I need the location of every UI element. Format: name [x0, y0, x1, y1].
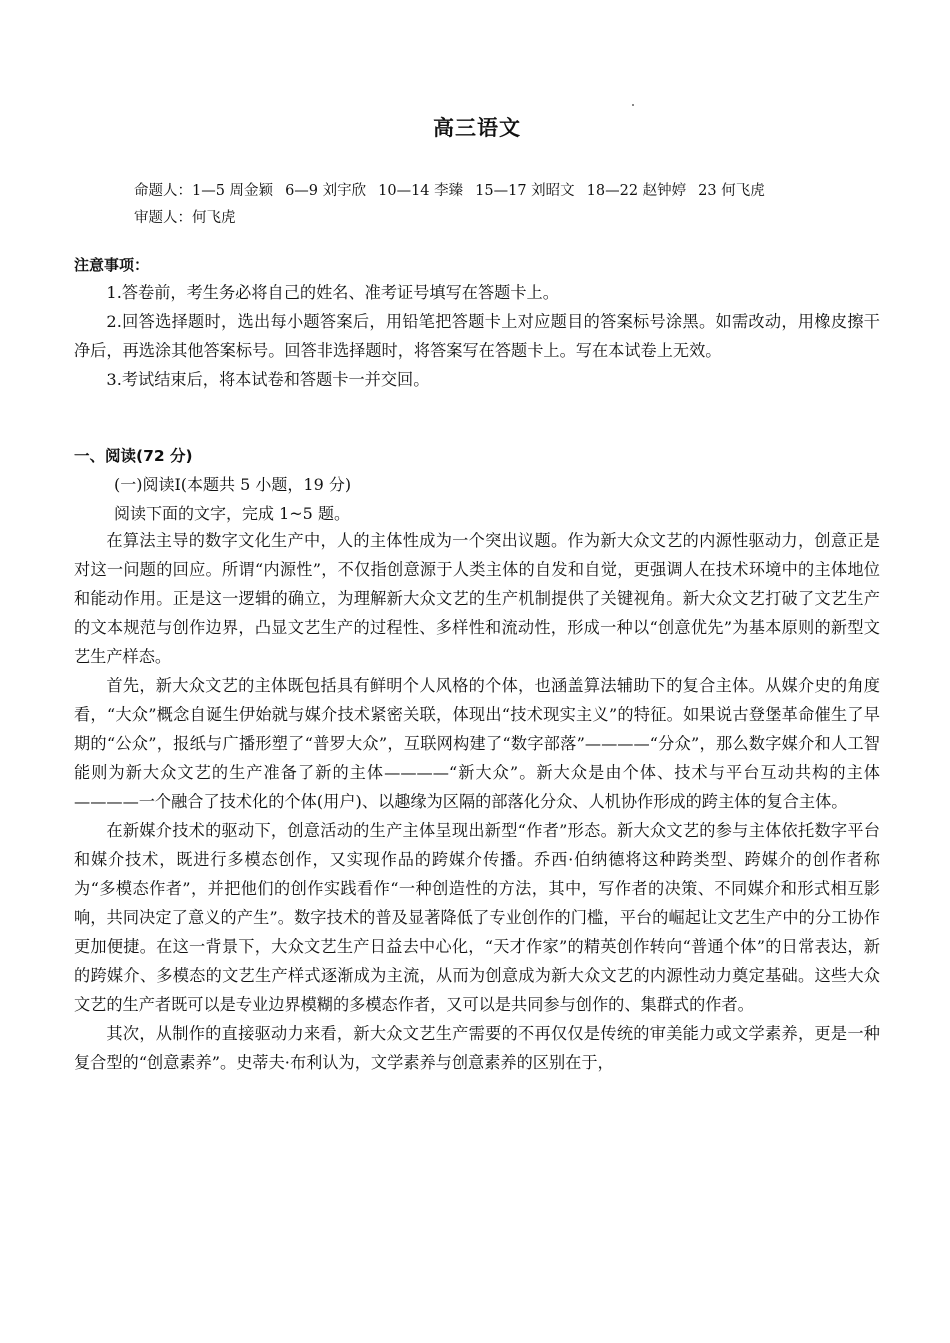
reviewer-label: 审题人：: [134, 210, 192, 226]
section-heading: 一、阅读(72 分): [74, 447, 193, 465]
setter-entry: 1—5 周金颖: [192, 183, 274, 199]
notice-item: 2.回答选择题时，选出每小题答案后，用铅笔把答题卡上对应题目的答案标号涂黑。如需改动，用橡皮擦干净后，再选涂其他答案标号。回答非选择题时，将答案写在答题卡上。写在本试卷上无效。: [74, 312, 880, 360]
notice-heading: 注意事项：: [74, 256, 150, 274]
reviewer-line: [134, 205, 894, 232]
reviewer-name: 何飞虎: [192, 210, 236, 226]
setter-entry: 23 何飞虎: [698, 183, 765, 199]
passage-paragraph: 首先，新大众文艺的主体既包括具有鲜明个人风格的个体，也涵盖算法辅助下的复合主体。从媒介史的角度看，“大众”概念自诞生伊始就与媒介技术紧密关联，体现出“技术现实主义”的特征。如果说古登堡革命催生了早期的“公众”，报纸与广播形塑了“普罗大众”，互联网构建了“数字部落”————“分众”，那么数字媒介和人工智能则为新大众文艺的生产准备了新的主体————“新大众”。新大众是由个体、技术与平台互动共构的主体————一个融合了技术化的个体(用户)、以趣缘为区隔的部落化分众、人机协作形成的跨主体的复合主体。: [74, 676, 880, 811]
passage-paragraph: 在新媒介技术的驱动下，创意活动的生产主体呈现出新型“作者”形态。新大众文艺的参与主体依托数字平台和媒介技术，既进行多模态创作，又实现作品的跨媒介传播。乔西·伯纳德将这种跨类型、跨媒介的创作者称为“多模态作者”，并把他们的创作实践看作“一种创造性的方法，其中，写作者的决策、不同媒介和形式相互影响，共同决定了意义的产生”。数字技术的普及显著降低了专业创作的门槛，平台的崛起让文艺生产中的分工协作更加便捷。在这一背景下，大众文艺生产日益去中心化，“天才作家”的精英创作转向“普通个体”的日常表达，新的跨媒介、多模态的文艺生产样式逐渐成为主流，从而为创意成为新大众文艺的内源性动力奠定基础。这些大众文艺的生产者既可以是专业边界模糊的多模态作者，又可以是共同参与创作的、集群式的作者。: [74, 821, 880, 1014]
page-title: 高三语文: [433, 116, 521, 140]
setter-entry: 15—17 刘昭文: [475, 183, 575, 199]
reading-passage: [74, 526, 880, 1077]
notice-list: [74, 278, 880, 394]
notice-item: 1.答卷前，考生务必将自己的姓名、准考证号填写在答题卡上。: [106, 283, 559, 302]
credits-block: [134, 178, 894, 232]
section-intro: [114, 470, 351, 528]
setter-entry: 10—14 李臻: [378, 183, 464, 199]
passage-paragraph: 在算法主导的数字文化生产中，人的主体性成为一个突出议题。作为新大众文艺的内源性驱动力，创意正是对这一问题的回应。所谓“内源性”，不仅指创意源于人类主体的自发和自觉，更强调人在技术环境中的主体地位和能动作用。正是这一逻辑的确立，为理解新大众文艺的生产机制提供了关键视角。新大众文艺打破了文艺生产的文本规范与创作边界，凸显文艺生产的过程性、多样性和流动性，形成一种以“创意优先”为基本原则的新型文艺生产样态。: [74, 531, 880, 666]
setter-entry: 18—22 赵钟婷: [586, 183, 687, 199]
scan-mark: [632, 104, 634, 106]
setter-entry: 6—9 刘宇欣: [285, 183, 367, 199]
setters-label: 命题人：: [134, 183, 192, 199]
section-instruction: 阅读下面的文字，完成 1~5 题。: [114, 504, 350, 523]
setters-line: [134, 178, 894, 205]
section-subheading: (一)阅读Ⅰ(本题共 5 小题，19 分): [114, 475, 352, 494]
passage-paragraph: 其次，从制作的直接驱动力来看，新大众文艺生产需要的不再仅仅是传统的审美能力或文学素养，更是一种复合型的“创意素养”。史蒂夫·布利认为，文学素养与创意素养的区别在于，: [74, 1024, 880, 1072]
notice-item: 3.考试结束后，将本试卷和答题卡一并交回。: [106, 370, 430, 389]
